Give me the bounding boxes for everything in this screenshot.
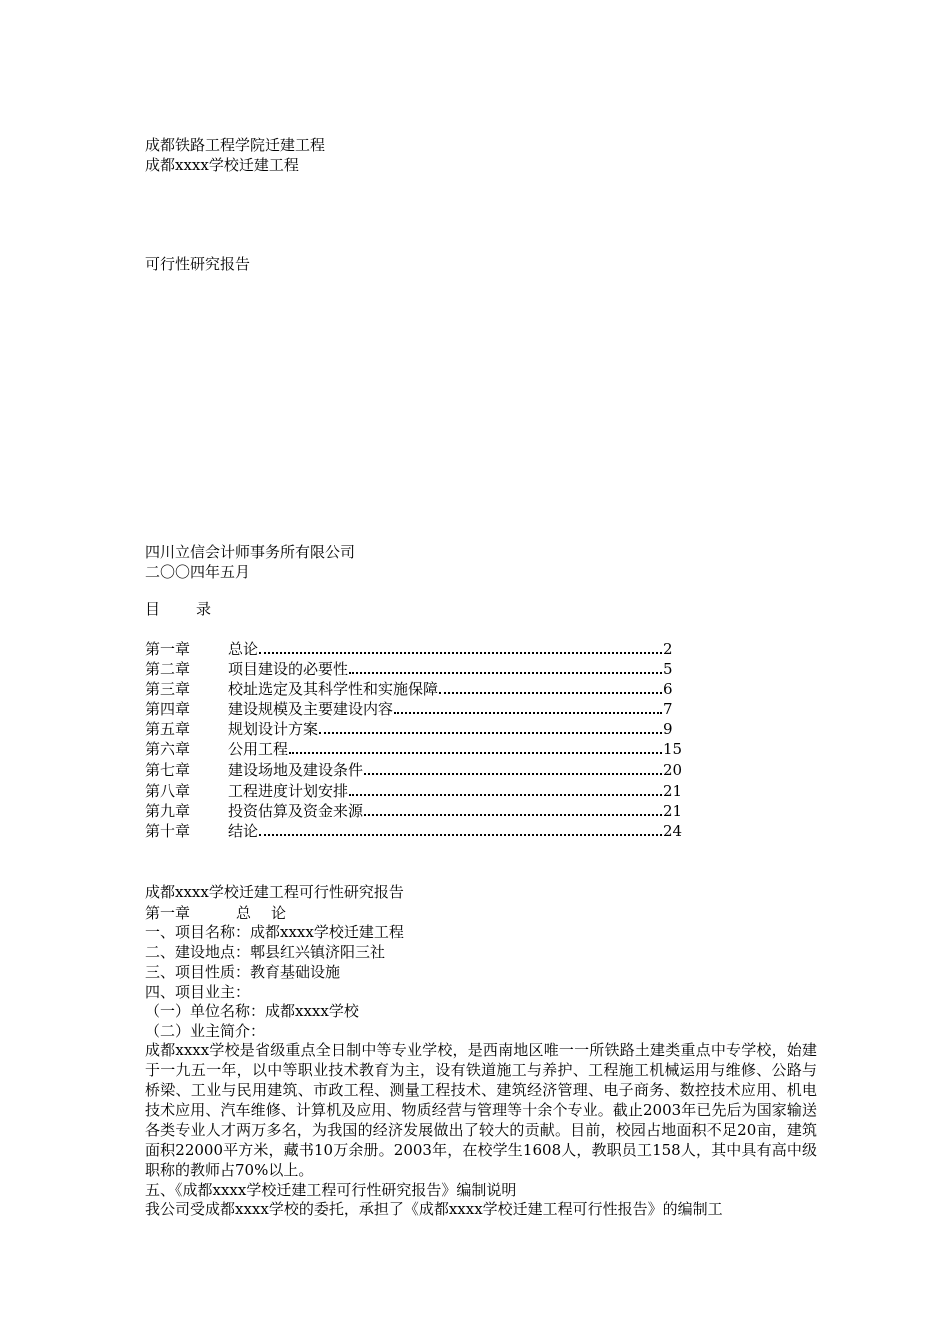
toc-entry[interactable] <box>145 719 685 739</box>
toc-entry[interactable] <box>145 659 685 679</box>
toc-heading-char-2: 录 <box>196 600 212 618</box>
chapter-title-char-2: 论 <box>271 904 287 922</box>
toc-entry[interactable] <box>145 639 685 659</box>
toc-leader <box>439 692 662 694</box>
toc-entry[interactable] <box>145 760 685 780</box>
toc-chapter: 第四章 <box>145 700 191 718</box>
toc-chapter: 第二章 <box>145 660 191 678</box>
cover-date: 二〇〇四年五月 <box>145 563 251 581</box>
toc-leader <box>259 834 662 836</box>
toc-page: 7 <box>663 700 673 718</box>
item-unit-name: （一）单位名称：成都xxxx学校 <box>145 1002 359 1020</box>
toc-chapter: 第三章 <box>145 680 191 698</box>
toc-page: 5 <box>663 660 673 678</box>
toc-title: 投资估算及资金来源 <box>228 802 364 820</box>
cover-company: 四川立信会计师事务所有限公司 <box>145 543 356 561</box>
toc-title: 建设场地及建设条件 <box>228 761 364 779</box>
toc-leader <box>319 732 662 734</box>
toc-title: 公用工程 <box>228 740 289 758</box>
toc-entry[interactable] <box>145 679 685 699</box>
toc-chapter: 第九章 <box>145 802 191 820</box>
toc-title: 校址选定及其科学性和实施保障 <box>228 680 439 698</box>
cover-report-type: 可行性研究报告 <box>145 255 251 273</box>
item-nature: 三、项目性质：教育基础设施 <box>145 963 341 981</box>
toc-leader <box>364 773 662 775</box>
toc-page: 6 <box>663 680 673 698</box>
document-title: 成都xxxx学校迁建工程可行性研究报告 <box>145 883 404 901</box>
toc-chapter: 第八章 <box>145 782 191 800</box>
toc-entry[interactable] <box>145 699 685 719</box>
toc-entry[interactable] <box>145 821 685 841</box>
toc-heading <box>145 599 211 619</box>
toc-chapter: 第一章 <box>145 640 191 658</box>
toc-leader <box>349 672 662 674</box>
toc-heading-char-1: 目 <box>145 600 161 618</box>
toc-title: 建设规模及主要建设内容 <box>228 700 394 718</box>
toc-entry[interactable] <box>145 739 685 759</box>
toc-chapter: 第五章 <box>145 720 191 738</box>
toc-page: 2 <box>663 640 673 658</box>
item-owner: 四、项目业主： <box>145 983 251 1001</box>
toc-leader <box>259 652 662 654</box>
toc-page: 9 <box>663 720 673 738</box>
cover-line-1: 成都铁路工程学院迁建工程 <box>145 136 326 154</box>
toc-chapter: 第十章 <box>145 822 191 840</box>
section-5-paragraph: 我公司受成都xxxx学校的委托，承担了《成都xxxx学校迁建工程可行性报告》的编制工 <box>145 1200 723 1218</box>
intro-paragraph: 成都xxxx学校是省级重点全日制中等专业学校，是西南地区唯一一所铁路土建类重点中专学校，始建于一九五一年，以中等职业技术教育为主，设有铁道施工与养护、工程施工机械运用与维修、公路与桥梁、工业与民用建筑、市政工程、测量工程技术、建筑经济管理、电子商务、数控技术应用、机电技术应用、汽车维修、计算机及应用、物质经营与管理等十余个专业。截止2003年已先后为国家输送各类专业人才两万多名，为我国的经济发展做出了较大的贡献。目前，校园占地面积不足20亩，建筑面积22000平方米，藏书10万余册。2003年，在校学生1608人，教职员工158人，其中具有高中级职称的教师占70%以上。 <box>145 1041 817 1179</box>
toc-title: 总论 <box>228 640 259 658</box>
cover-line-2: 成都xxxx学校迁建工程 <box>145 156 299 174</box>
chapter-label: 第一章 <box>145 904 191 922</box>
item-project-name: 一、项目名称：成都xxxx学校迁建工程 <box>145 923 404 941</box>
toc-page: 21 <box>663 802 683 820</box>
toc-title: 结论 <box>228 822 259 840</box>
chapter-title-char-1: 总 <box>236 904 252 922</box>
toc-leader <box>394 712 662 714</box>
toc-leader <box>289 752 662 754</box>
toc-leader <box>364 814 662 816</box>
toc-page: 24 <box>663 822 683 840</box>
toc-page: 21 <box>663 782 683 800</box>
section-5-title: 五、《成都xxxx学校迁建工程可行性研究报告》编制说明 <box>145 1181 517 1199</box>
toc-leader <box>349 794 662 796</box>
item-owner-intro: （二）业主简介： <box>145 1022 266 1040</box>
item-location: 二、建设地点：郫县红兴镇济阳三社 <box>145 943 386 961</box>
toc-page: 20 <box>663 761 683 779</box>
toc-title: 规划设计方案 <box>228 720 319 738</box>
toc-title: 项目建设的必要性 <box>228 660 349 678</box>
toc-entry[interactable] <box>145 781 685 801</box>
chapter-heading <box>145 903 286 923</box>
toc-chapter: 第七章 <box>145 761 191 779</box>
toc-title: 工程进度计划安排 <box>228 782 349 800</box>
toc-chapter: 第六章 <box>145 740 191 758</box>
toc-page: 15 <box>663 740 683 758</box>
toc-entry[interactable] <box>145 801 685 821</box>
